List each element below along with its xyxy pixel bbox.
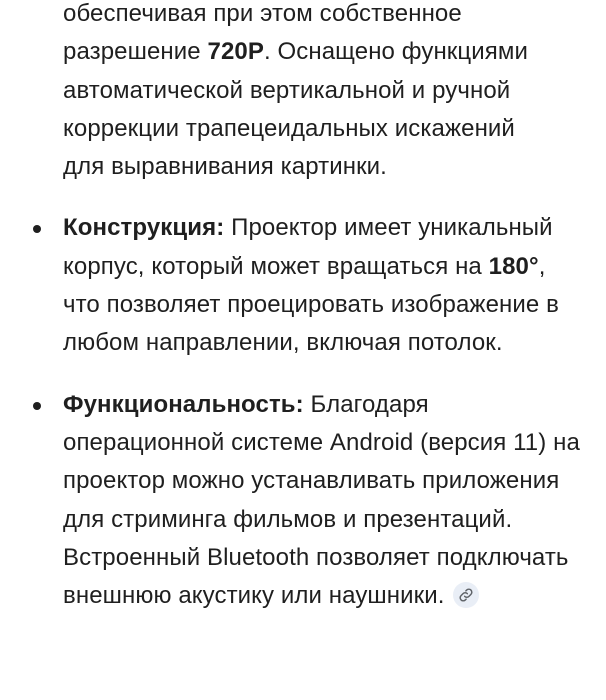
intro-line-2-pre: разрешение xyxy=(63,38,208,66)
intro-line-5: для выравнивания картинки. xyxy=(63,153,387,181)
rotation-value: 180° xyxy=(488,252,539,280)
list-item-text-pre: Проектор имеет уникальный корпус, который может вращаться на xyxy=(63,214,553,280)
list-item-text-post: , что позволяет проецировать изображение в любом направлении, включая потолок. xyxy=(63,252,559,357)
intro-line-2-post: . Оснащено функциями xyxy=(263,38,528,66)
feature-list xyxy=(0,209,606,615)
link-icon xyxy=(458,587,474,603)
intro-line-4: коррекции трапецеидальных искажений xyxy=(63,114,515,142)
bullet-icon xyxy=(33,225,41,233)
list-item-functionality xyxy=(0,386,606,616)
list-item-title: Конструкция: xyxy=(63,214,225,242)
intro-line-1: обеспечивая при этом собственное xyxy=(63,0,462,27)
resolution-value: 720P xyxy=(207,38,264,66)
list-item-text: Благодаря операционной системе Android (версия 11) на проектор можно устанавливать приложения для стриминга фильмов и презентаций. Встроенный Bluetooth позволяет подключать внешнюю акустику или наушники. xyxy=(63,390,580,610)
list-item-design xyxy=(0,209,606,362)
bullet-icon xyxy=(33,402,41,410)
list-item-title: Функциональность: xyxy=(63,390,304,418)
source-link-button[interactable] xyxy=(453,582,479,608)
intro-line-3: автоматической вертикальной и ручной xyxy=(63,76,511,104)
intro-paragraph xyxy=(0,0,606,186)
